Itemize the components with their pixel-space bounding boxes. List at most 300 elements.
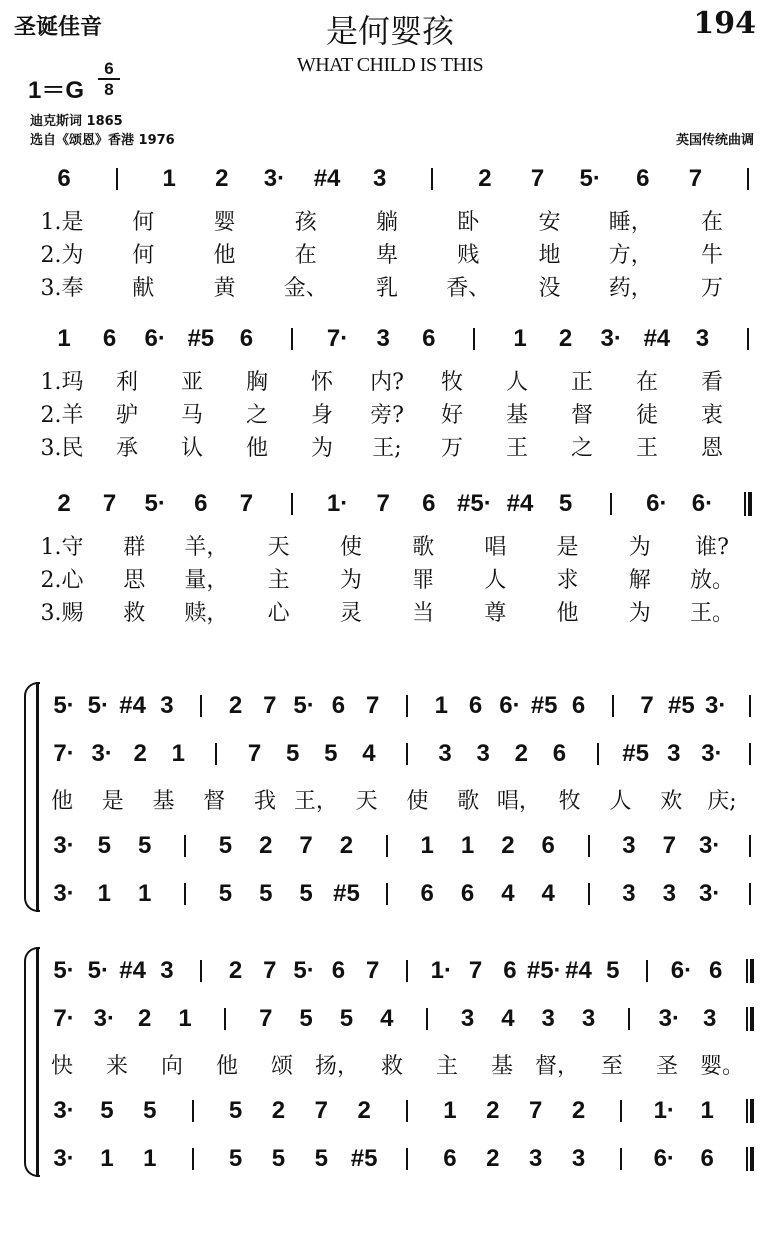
note: 2: [558, 325, 573, 352]
lyric-syllable: 万: [700, 276, 723, 301]
system-brace: [24, 682, 40, 912]
lyric-syllable: 他: [215, 1054, 238, 1079]
key-signature: 1＝G: [28, 77, 85, 104]
note: 7: [530, 165, 545, 192]
note: 3: [160, 957, 174, 984]
note: 5·: [293, 692, 315, 719]
note: 5: [138, 832, 152, 859]
composer-credit: 英国传统曲调: [675, 133, 754, 148]
barline: [588, 883, 590, 905]
note: 1: [443, 1097, 457, 1124]
lyric-syllable: 歌: [457, 789, 480, 814]
lyric-syllable: 躺: [375, 210, 398, 235]
note: 6·: [144, 325, 166, 352]
lyric-syllable: 是: [556, 535, 579, 560]
barline: [597, 743, 599, 765]
note: 2: [339, 832, 354, 859]
note: 7·: [326, 325, 349, 352]
note: 3·: [53, 880, 75, 907]
note: 2: [133, 740, 147, 767]
lyric-syllable: 谁?: [695, 535, 729, 560]
note: 3·: [698, 832, 721, 859]
lyric-syllable: 地: [538, 243, 561, 268]
note: 7: [366, 692, 380, 719]
note: 5: [324, 740, 338, 767]
note: 4: [501, 1005, 515, 1032]
lyric-syllable: 基: [505, 403, 528, 428]
note: 3·: [600, 325, 622, 352]
lyric-syllable: 利: [115, 370, 138, 395]
melody-line: [0, 165, 780, 205]
lyric-syllable: 牛: [700, 243, 723, 268]
lyric-syllable: 1.守: [40, 535, 84, 560]
lyric-syllable: 婴: [213, 210, 236, 235]
note: 7: [366, 957, 380, 984]
lyric-syllable: 王;: [372, 436, 402, 461]
lyric-syllable: 他: [213, 243, 236, 268]
barline: [473, 328, 475, 350]
collection-label: 圣诞佳音: [14, 15, 103, 40]
barline: [192, 1148, 194, 1170]
note: 2: [357, 1097, 371, 1124]
note: #5: [668, 692, 695, 719]
lyric-syllable: 为: [339, 568, 362, 593]
lyric-syllable: 群: [123, 535, 146, 560]
note: 7: [239, 490, 254, 517]
barline: [588, 835, 590, 857]
note: 5·: [579, 165, 601, 192]
note: 2: [571, 1097, 586, 1124]
hymn-number: 194: [693, 6, 756, 41]
note: 5·: [87, 957, 109, 984]
lyric-syllable: 量，: [184, 568, 229, 593]
note: 5: [218, 832, 233, 859]
lyric-syllable: 之: [570, 436, 593, 461]
note: 6: [468, 692, 483, 719]
barline: [646, 960, 648, 982]
lyric-syllable: 方，: [608, 243, 653, 268]
lyric-syllable: 身: [310, 403, 333, 428]
lyric-syllable: 3.民: [40, 436, 84, 461]
note: 3: [476, 740, 490, 767]
lyric-syllable: 3.奉: [40, 276, 84, 301]
note: 7: [299, 832, 313, 859]
lyric-syllable: 何: [132, 210, 155, 235]
lyric-syllable: 灵: [339, 601, 362, 626]
note: 2: [271, 1097, 286, 1124]
lyric-syllable: 1.是: [40, 210, 84, 235]
lyric-syllable: 何: [132, 243, 155, 268]
lyric-syllable: 基: [490, 1054, 513, 1079]
lyric-syllable: 恩: [700, 436, 723, 461]
lyric-syllable: 快: [50, 1054, 73, 1079]
barline: [291, 328, 293, 350]
note: 2: [215, 165, 229, 192]
note: 6: [239, 325, 254, 352]
note: 6: [636, 165, 650, 192]
note: 5: [259, 880, 273, 907]
lyric-syllable: 2.心: [40, 568, 84, 593]
lyric-syllable: 救: [380, 1054, 403, 1079]
note: 1: [138, 880, 152, 907]
note: 7: [376, 490, 390, 517]
lyric-syllable: 王: [635, 436, 658, 461]
note: 7·: [53, 740, 75, 767]
lyric-syllable: 求: [556, 568, 579, 593]
alto-line: [0, 1005, 780, 1045]
note: 6: [57, 165, 71, 192]
note: 1·: [653, 1097, 675, 1124]
note: 3·: [705, 692, 727, 719]
note: 5: [558, 490, 573, 517]
note: 6·: [670, 957, 693, 984]
lyric-syllable: 1.玛: [40, 370, 84, 395]
note: 4: [362, 740, 376, 767]
barline: [200, 695, 202, 717]
note: 6: [571, 692, 586, 719]
note: 7: [662, 832, 676, 859]
lyric-syllable: 王: [505, 436, 528, 461]
double-barline: [746, 1099, 754, 1123]
barline: [406, 1100, 408, 1122]
barline: [747, 328, 749, 350]
lyric-syllable: 救: [123, 601, 146, 626]
note: 3: [160, 692, 174, 719]
double-barline: [746, 1147, 754, 1171]
note: #4: [119, 957, 146, 984]
note: 5: [314, 1145, 328, 1172]
note: #5·: [457, 490, 492, 517]
note: 3: [622, 880, 636, 907]
note: 7: [259, 1005, 273, 1032]
note: 2: [501, 832, 515, 859]
lyric-syllable: 好: [440, 403, 463, 428]
note: #5·: [526, 957, 562, 984]
note: 5: [285, 740, 300, 767]
note: 5: [100, 1097, 114, 1124]
lyric-syllable: 在: [635, 370, 658, 395]
melody-line: [0, 325, 780, 365]
lyric-syllable: 为: [628, 535, 651, 560]
note: 3: [571, 1145, 586, 1172]
barline: [184, 883, 186, 905]
lyric-syllable: 罪: [412, 568, 435, 593]
note: 2: [478, 165, 492, 192]
lyric-syllable: 药，: [608, 276, 653, 301]
lyric-syllable: 督: [570, 403, 593, 428]
note: 2: [486, 1145, 500, 1172]
note: #4: [506, 490, 534, 517]
lyric-syllable: 献: [132, 276, 155, 301]
note: 5: [606, 957, 620, 984]
barline: [386, 883, 388, 905]
lyric-syllable: 驴: [115, 403, 138, 428]
note: 7: [688, 165, 703, 192]
note: 3: [695, 325, 710, 352]
lyric-syllable: 卧: [457, 210, 480, 235]
note: 6: [331, 692, 346, 719]
note: 3·: [698, 880, 721, 907]
note: 3: [376, 325, 390, 352]
note: 7: [263, 692, 277, 719]
lyric-syllable: 认: [180, 436, 203, 461]
lyric-syllable: 在: [294, 243, 317, 268]
note: 2: [259, 832, 273, 859]
bass-line: [0, 880, 780, 920]
note: 6: [420, 880, 434, 907]
lyric-syllable: 歌: [412, 535, 435, 560]
lyric-syllable: 使: [406, 789, 429, 814]
barline: [749, 835, 751, 857]
note: 1: [700, 1097, 714, 1124]
note: 3: [581, 1005, 596, 1032]
note: 3·: [53, 1145, 75, 1172]
barline: [747, 168, 749, 190]
barline: [749, 883, 751, 905]
note: 4: [501, 880, 515, 907]
lyric-syllable: 督: [203, 789, 226, 814]
lyric-syllable: 怀: [310, 370, 333, 395]
barline: [215, 743, 217, 765]
note: 6: [443, 1145, 457, 1172]
note: 7: [640, 692, 654, 719]
note: 3·: [701, 740, 723, 767]
lyric-syllable: 安: [538, 210, 561, 235]
lyric-syllable: 欢: [660, 789, 683, 814]
note: 6: [194, 490, 208, 517]
barline: [628, 1008, 630, 1030]
lyric-syllable: 主: [267, 568, 290, 593]
lyric-syllable: 在: [700, 210, 723, 235]
lyric-syllable: 羊，: [184, 535, 229, 560]
lyric-syllable: 牧: [440, 370, 463, 395]
lyric-syllable: 心: [267, 601, 290, 626]
note: #5: [622, 740, 649, 767]
barline: [192, 1100, 194, 1122]
note: #5: [333, 880, 360, 907]
system-brace: [24, 947, 40, 1177]
note: 3: [528, 1145, 543, 1172]
lyric-syllable: 2.为: [40, 243, 84, 268]
barline: [184, 835, 186, 857]
note: #5: [187, 325, 215, 352]
lyric-syllable: 3.赐: [40, 601, 84, 626]
note: 5: [97, 832, 112, 859]
barline: [406, 695, 408, 717]
note: 3: [662, 880, 676, 907]
barline: [224, 1008, 226, 1030]
note: 5: [228, 1145, 243, 1172]
source-credit: 选自《颂恩》香港 1976: [30, 133, 175, 148]
chorus-lyrics: [0, 784, 780, 824]
barline: [406, 960, 408, 982]
lyric-syllable: 睡，: [608, 210, 653, 235]
note: #4: [565, 957, 592, 984]
lyric-syllable: 亚: [180, 370, 203, 395]
note: 3: [702, 1005, 717, 1032]
note: 2: [514, 740, 528, 767]
double-barline: [746, 1007, 754, 1031]
time-bottom: 8: [104, 80, 114, 99]
note: 6·: [646, 490, 668, 517]
note: #5: [530, 692, 558, 719]
note: 7: [314, 1097, 328, 1124]
note: 1·: [430, 957, 452, 984]
lyric-syllable: 人: [609, 789, 632, 814]
time-signature: [98, 60, 120, 98]
tenor-line: [0, 832, 780, 872]
lyric-syllable: 主: [435, 1054, 458, 1079]
note: 3·: [263, 165, 286, 192]
lyric-syllable: 卑: [375, 243, 398, 268]
note: 6: [102, 325, 117, 352]
lyric-syllable: 向: [160, 1054, 183, 1079]
soprano-line: [0, 957, 780, 997]
lyric-syllable: 赎，: [184, 601, 229, 626]
note: 3: [541, 1005, 555, 1032]
note: 3·: [658, 1005, 680, 1032]
note: 7: [102, 490, 117, 517]
alto-line: [0, 740, 780, 780]
note: 7: [528, 1097, 543, 1124]
double-barline: [746, 959, 754, 983]
note: 2: [228, 692, 243, 719]
song-title: 是何婴孩: [325, 12, 454, 50]
barline: [749, 695, 751, 717]
note: 5·: [144, 490, 166, 517]
lyric-line-3: [0, 596, 780, 636]
lyric-syllable: 香、: [446, 276, 491, 301]
note: 3: [373, 165, 387, 192]
lyric-syllable: 2.羊: [40, 403, 84, 428]
note: 2: [57, 490, 71, 517]
lyric-syllable: 圣: [655, 1054, 678, 1079]
note: 5·: [87, 692, 109, 719]
note: 1: [420, 832, 434, 859]
note: 6·: [499, 692, 521, 719]
barline: [620, 1100, 622, 1122]
lyric-syllable: 王，: [293, 789, 338, 814]
note: 5: [299, 1005, 313, 1032]
lyric-syllable: 没: [538, 276, 561, 301]
note: 5: [143, 1097, 157, 1124]
lyric-syllable: 衷: [700, 403, 723, 428]
double-barline: [744, 492, 752, 516]
time-top: 6: [104, 59, 114, 78]
note: 5: [271, 1145, 286, 1172]
barline: [291, 493, 293, 515]
note: 1: [178, 1005, 192, 1032]
melody-line: [0, 490, 780, 530]
lyric-syllable: 至: [600, 1054, 623, 1079]
barline: [431, 168, 433, 190]
barline: [610, 493, 612, 515]
english-title: WHAT CHILD IS THIS: [296, 54, 484, 76]
chorus-lyrics: [0, 1049, 780, 1089]
note: 7·: [53, 1005, 75, 1032]
lyric-syllable: 尊: [484, 601, 507, 626]
barline: [386, 835, 388, 857]
lyric-syllable: 是: [101, 789, 124, 814]
note: 6: [422, 490, 436, 517]
lyric-syllable: 思: [123, 568, 146, 593]
lyric-syllable: 唱，: [496, 789, 541, 814]
note: 1·: [326, 490, 349, 517]
bass-line: [0, 1145, 780, 1185]
note: 7: [263, 957, 277, 984]
note: 5: [218, 880, 233, 907]
lyric-syllable: 我: [254, 789, 277, 814]
note: 6: [503, 957, 517, 984]
lyric-syllable: 内?: [370, 370, 404, 395]
barline: [406, 1148, 408, 1170]
barline: [200, 960, 202, 982]
lyric-syllable: 万: [440, 436, 463, 461]
note: 1: [460, 832, 475, 859]
lyric-syllable: 婴。: [699, 1054, 744, 1079]
note: 6: [541, 832, 555, 859]
lyric-syllable: 孩: [294, 210, 317, 235]
note: 3: [667, 740, 681, 767]
lyric-syllable: 胸: [245, 370, 268, 395]
lyric-syllable: 看: [700, 370, 723, 395]
lyric-syllable: 旁?: [370, 403, 404, 428]
lyric-syllable: 人: [505, 370, 528, 395]
note: 4: [380, 1005, 394, 1032]
lyric-syllable: 牧: [558, 789, 581, 814]
note: 1: [162, 165, 176, 192]
lyric-syllable: 乳: [375, 276, 398, 301]
lyric-line-3: [0, 431, 780, 471]
tenor-line: [0, 1097, 780, 1137]
note: 1: [57, 325, 71, 352]
note: 2: [228, 957, 243, 984]
note: 6·: [653, 1145, 675, 1172]
lyric-syllable: 他: [50, 789, 73, 814]
note: 3: [460, 1005, 475, 1032]
lyric-syllable: 解: [628, 568, 651, 593]
lyric-syllable: 唱: [484, 535, 507, 560]
note: 7: [468, 957, 483, 984]
barline: [749, 743, 751, 765]
note: 6: [552, 740, 567, 767]
lyric-line-3: [0, 271, 780, 311]
note: 4: [541, 880, 555, 907]
lyric-syllable: 金、: [283, 276, 328, 301]
lyric-syllable: 王。: [689, 601, 734, 626]
lyric-syllable: 基: [152, 789, 175, 814]
lyric-syllable: 使: [339, 535, 362, 560]
note: 6·: [691, 490, 714, 517]
lyric-syllable: 为: [628, 601, 651, 626]
lyric-syllable: 正: [570, 370, 593, 395]
note: 6: [460, 880, 475, 907]
lyric-syllable: 为: [310, 436, 333, 461]
note: 1: [434, 692, 448, 719]
lyric-syllable: 放。: [689, 568, 734, 593]
lyric-syllable: 天: [355, 789, 378, 814]
lyric-syllable: 他: [556, 601, 579, 626]
note: 5·: [293, 957, 315, 984]
note: 5·: [53, 957, 75, 984]
note: 6: [709, 957, 723, 984]
note: 3·: [53, 832, 75, 859]
note: 7: [247, 740, 262, 767]
lyric-syllable: 庆;: [707, 789, 737, 814]
note: 5·: [53, 692, 75, 719]
lyric-syllable: 扬，: [314, 1054, 359, 1079]
lyric-syllable: 颂: [270, 1054, 293, 1079]
